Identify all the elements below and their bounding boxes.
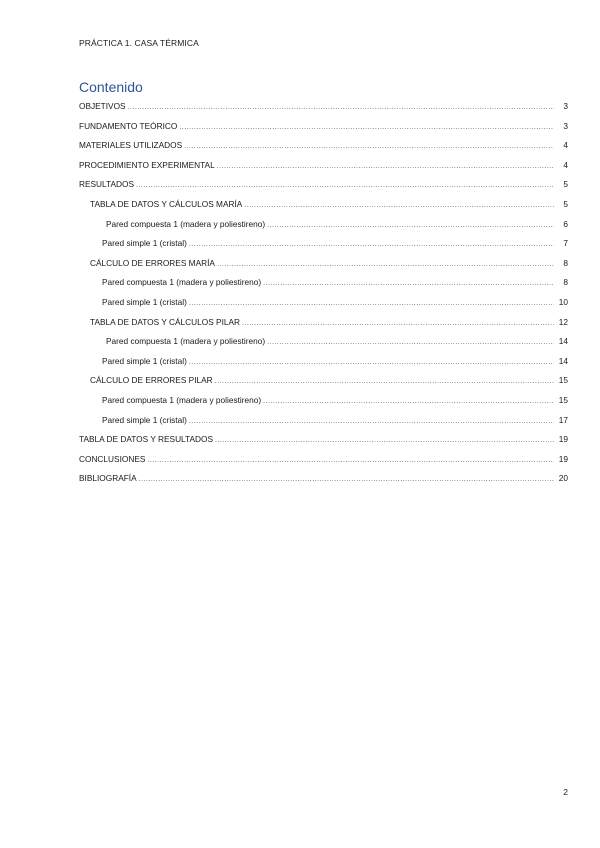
running-header: PRÁCTICA 1. CASA TÉRMICA [79,38,199,48]
table-of-contents [79,101,568,493]
toc-entry-label: TABLA DE DATOS Y RESULTADOS [79,434,214,445]
toc-entry[interactable] [79,473,568,493]
toc-entry-label: TABLA DE DATOS Y CÁLCULOS MARÍA [90,198,243,209]
dot-leader [179,124,554,131]
toc-entry-label: FUNDAMENTO TEÓRICO [79,120,178,131]
toc-entry-label: TABLA DE DATOS Y CÁLCULOS PILAR [90,316,241,327]
toc-entry-page: 19 [558,453,568,464]
toc-entry-label: CÁLCULO DE ERRORES PILAR [90,375,213,386]
toc-entry-label: Pared simple 1 (cristal) [102,296,187,307]
dot-leader [189,418,554,425]
toc-entry-page: 8 [563,257,568,268]
dot-leader [263,398,554,405]
toc-entry-page: 7 [563,238,568,249]
toc-entry-page: 4 [563,140,568,151]
toc-entry[interactable] [79,415,568,435]
toc-entry[interactable] [79,356,568,376]
toc-entry-page: 5 [563,179,568,190]
dot-leader [244,202,554,209]
toc-entry[interactable] [79,121,568,141]
toc-entry-page: 4 [563,159,568,170]
toc-entry-label: CONCLUSIONES [79,453,146,464]
dot-leader [267,339,554,346]
toc-entry-page: 15 [558,375,568,386]
toc-entry[interactable] [79,375,568,395]
dot-leader [184,143,554,150]
toc-entry-label: Pared simple 1 (cristal) [102,414,187,425]
toc-entry-label: Pared compuesta 1 (madera y poliestireno) [106,218,266,229]
toc-entry-label: Pared simple 1 (cristal) [102,355,187,366]
toc-entry[interactable] [79,395,568,415]
toc-entry[interactable] [79,297,568,317]
toc-entry[interactable] [79,179,568,199]
toc-entry[interactable] [79,277,568,297]
toc-entry-page: 14 [558,355,568,366]
toc-entry-label: MATERIALES UTILIZADOS [79,140,183,151]
toc-entry-label: Pared compuesta 1 (madera y poliestireno) [102,394,262,405]
toc-entry[interactable] [79,434,568,454]
toc-entry[interactable] [79,336,568,356]
toc-entry-page: 15 [558,394,568,405]
page-number: 2 [563,787,568,797]
dot-leader [189,241,554,248]
dot-leader [263,280,554,287]
toc-entry[interactable] [79,317,568,337]
dot-leader [215,437,554,444]
toc-entry[interactable] [79,160,568,180]
toc-entry-page: 17 [558,414,568,425]
dot-leader [267,222,554,229]
toc-entry-label: CÁLCULO DE ERRORES MARÍA [90,257,215,268]
toc-entry[interactable] [79,258,568,278]
toc-entry[interactable] [79,101,568,121]
dot-leader [128,104,554,111]
toc-entry-page: 14 [558,336,568,347]
toc-entry-label: RESULTADOS [79,179,135,190]
toc-entry[interactable] [79,199,568,219]
toc-entry-page: 10 [558,296,568,307]
dot-leader [215,378,554,385]
toc-entry-page: 5 [563,198,568,209]
toc-entry-page: 3 [563,101,568,111]
dot-leader [147,457,554,464]
dot-leader [217,261,554,268]
toc-entry-label: PROCEDIMIENTO EXPERIMENTAL [79,159,215,170]
toc-entry-page: 20 [558,473,568,484]
toc-entry[interactable] [79,140,568,160]
dot-leader [217,163,554,170]
dot-leader [136,182,554,189]
dot-leader [139,476,554,483]
toc-entry[interactable] [79,219,568,239]
toc-entry-page: 12 [558,316,568,327]
toc-entry-page: 6 [563,218,568,229]
dot-leader [242,320,554,327]
toc-entry-page: 3 [563,120,568,131]
toc-entry-label: Pared compuesta 1 (madera y poliestireno) [102,277,262,288]
toc-entry-page: 19 [558,434,568,445]
toc-entry-label: OBJETIVOS [79,101,126,111]
toc-entry-label: Pared compuesta 1 (madera y poliestireno) [106,336,266,347]
toc-entry[interactable] [79,454,568,474]
toc-entry[interactable] [79,238,568,258]
toc-heading: Contenido [79,79,143,95]
toc-entry-label: Pared simple 1 (cristal) [102,238,187,249]
dot-leader [189,300,554,307]
dot-leader [189,359,554,366]
toc-entry-page: 8 [563,277,568,288]
toc-entry-label: BIBLIOGRAFÍA [79,473,137,484]
